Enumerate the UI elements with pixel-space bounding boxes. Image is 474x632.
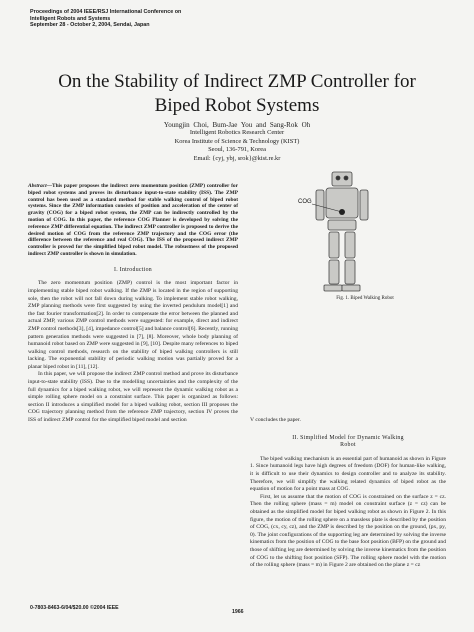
footer-isbn: 0-7803-8463-6/04/$20.00 ©2004 IEEE: [30, 605, 119, 611]
proceedings-line: Intelligent Robots and Systems: [30, 15, 111, 22]
author-block: [0, 121, 474, 163]
cog-label: COG: [298, 199, 312, 205]
title-line: Biped Robot Systems: [154, 95, 320, 116]
proceedings-line: September 28 - October 2, 2004, Sendai, Japan: [30, 22, 150, 29]
page-number: 1966: [232, 609, 244, 615]
left-column: [28, 183, 238, 425]
proceedings-header: [30, 9, 290, 29]
figure-caption: Fig. 1. Biped Walking Robot: [336, 296, 394, 301]
author-names: Youngjin Choi, Bum-Jae You and Sang-Rok Oh: [163, 121, 311, 129]
title-line: On the Stability of Indirect ZMP Controller for: [58, 71, 416, 92]
section-heading-introduction: I. Introduction: [114, 266, 152, 273]
body-paragraph: In this paper, we will propose the indirect ZMP control method and prove its disturbance input-to-state stability (ISS). Due to the modelling uncertainties and the complexity of the full dynamics for a biped walking robot, we will represent the dynamic walking robot as a simple rolling sphere model on a constraint surface. This paper is organized as follows: section II introduces a simplified model for a biped walking robot, section III proposes the COG trajectory planning method from the reference ZMP trajectory, section IV proves the ISS of indirect ZMP control for the simplified biped model and section: [28, 371, 238, 424]
proceedings-line: Proceedings of 2004 IEEE/RSJ International Conference on: [30, 9, 182, 15]
section-continuation: V concludes the paper.: [250, 417, 301, 423]
right-column: [250, 417, 446, 570]
affiliation-line: Korea Institute of Science & Technology (KIST): [174, 137, 300, 145]
abstract-label: Abstract: [28, 183, 47, 189]
paper-title: [20, 70, 454, 118]
robot-head: [332, 172, 352, 186]
abstract: [28, 183, 238, 258]
affiliation-line: Seoul, 136-791, Korea: [208, 146, 266, 154]
abstract-text: —This paper proposes the indirect zero momentum position (ZMP) controller for biped robot systems and proves its disturbance input-to-state stability (ISS). The ZMP control has been used as a standard method for stable walking control of biped robot systems. Since the ZMP information consists of position and acceleration of the center of gravity (COG) for a biped robot system, the ZMP can be indirectly controlled by the motion of COG. In this paper, the reference COG Planner is developed by solving the reference ZMP differential equation. The indirect ZMP controller is proposed to derive the desired motion of COG from the reference ZMP trajectory and the COG error (the difference between the reference and real COG). The ISS of the proposed indirect ZMP controller is proved for the simplified biped robot model. The robustness of the proposed indirect ZMP controller is shown in simulation.: [28, 183, 238, 257]
body-paragraph: First, let us assume that the motion of COG is constrained on the surface z = cz. Then the rolling sphere (mass = m) model on constraint surface (z = cz) can be obtained as the simplified model for biped walking robot as shown in Figure 2. In this figure, the motion of the rolling sphere on a massless plate is described by the position of COG, (cx, cy, cz), and the ZMP is described by the position on the ground, (px, py, 0). The joint configurations of the supporting leg are determined by solving the inverse kinematics from the position of COG to the base foot position (BFP) on the ground and those of shifting leg are determined by solving the inverse kinematics from the position of COG to the shifting foot position (SFP). The rolling sphere model with the motion of the rolling sphere (mass = m) in Figure 2 are obtained on the plane z = cz: [250, 493, 446, 569]
affiliation-line: Intelligent Robotics Research Center: [189, 129, 285, 137]
section-heading-simplified-model: [250, 435, 446, 450]
heading-line: II. Simplified Model for Dynamic Walking: [292, 434, 404, 441]
heading-line: Robot: [340, 442, 356, 449]
body-paragraph: The biped walking mechanism is an essential part of humanoid as shown in Figure 1. Since humanoid legs have high degrees of freedom (DOF) for human-like walking, it is difficult to use their dynamics to design controller and to analyze its stability. Therefore, we will simplify the walking related dynamics of biped robot as the equation of motion for a point mass at COG.: [250, 455, 446, 493]
biped-robot-figure: [282, 168, 402, 298]
author-email: Email: {cyj, ybj, srok}@kist.re.kr: [193, 154, 281, 162]
body-paragraph: The zero momentum position (ZMP) control is the most important factor in implementing stable biped robot walking. If the ZMP is located in the region of supporting sole, then the robot will not fall down during walking. To implement stable robot walking, ZMP planning methods were first suggested by using the inverted pendulum model[1] and the fast fourier transformation[2]. In order to compensate the error between the planned and actual ZMP, various ZMP control methods were suggested: for example, direct and indirect ZMP control methods[3], [4], impedance control[5] and balance control[6]. Recently, running pattern generation methods were suggested in [7], [8]. Moreover, whole body planning of humanoid robot based on ZMP were suggested in [9], [10]. Despite many references to biped walking control methods, research on the stability of biped walking controllers is still lacking. The exponential stability of periodic walking motion was partially proved for a planar biped robot in [11], [12].: [28, 280, 238, 370]
